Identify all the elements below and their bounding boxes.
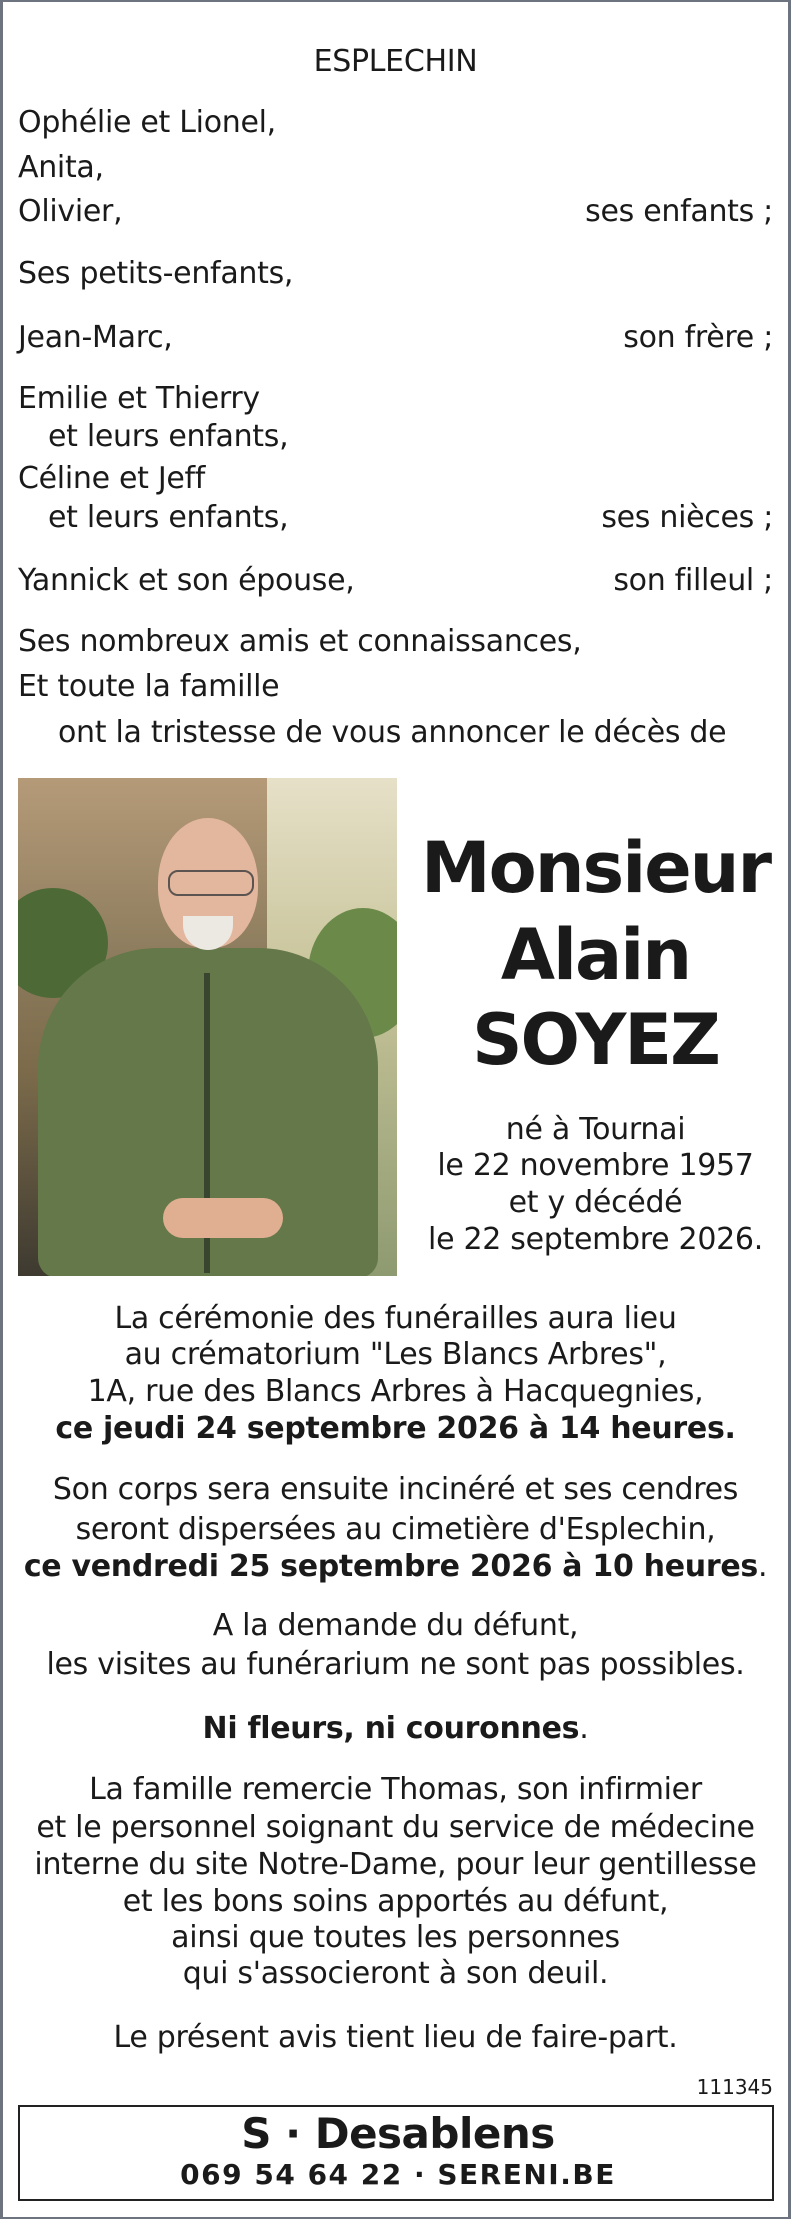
niece-1-sub-line: et leurs enfants, (48, 419, 289, 454)
location: ESPLECHIN (313, 44, 478, 79)
thanks-line-4: et les bons soins apportés au défunt, (122, 1884, 669, 1919)
funeral-home-contact (20, 2157, 776, 2193)
thanks-line-3: interne du site Notre-Dame, pour leur gentillesse (34, 1847, 757, 1882)
visits-line-1: A la demande du défunt, (212, 1608, 579, 1643)
announcement-line: ont la tristesse de vous annoncer le décès de (58, 715, 727, 750)
birth-place: né à Tournai (505, 1112, 686, 1147)
whole-family-line: Et toute la famille (18, 669, 280, 704)
niece-2-line: Céline et Jeff (18, 461, 206, 496)
children-line-1: Ophélie et Lionel, (18, 105, 276, 140)
flowers-end: . (579, 1711, 589, 1746)
cremation-date-row (0, 1547, 791, 1587)
children-relation: ses enfants ; (585, 194, 773, 229)
deceased-title: Monsieur (420, 827, 771, 909)
funeral-home-separator: · (285, 2109, 301, 2158)
deceased-first-name: Alain (500, 914, 691, 996)
children-line-3: Olivier, (18, 194, 123, 229)
niece-1-line: Emilie et Thierry (18, 381, 260, 416)
deceased-last-name: SOYEZ (472, 999, 719, 1081)
thanks-line-5: ainsi que toutes les personnes (171, 1920, 620, 1955)
niece-2-sub-line: et leurs enfants, (48, 500, 289, 535)
brother-line: Jean-Marc, (18, 320, 173, 355)
funeral-home-name: Desablens (314, 2109, 555, 2158)
funeral-home-brand (20, 2111, 776, 2157)
funeral-home-box (18, 2105, 774, 2201)
thanks-line-6: qui s'associeront à son deuil. (182, 1956, 609, 1991)
funeral-home-phone: 069 54 64 22 (180, 2158, 403, 2191)
children-line-2: Anita, (18, 150, 104, 185)
friends-line: Ses nombreux amis et connaissances, (18, 624, 582, 659)
reference-number: 111345 (696, 2075, 773, 2099)
death-date: le 22 septembre 2026. (428, 1222, 763, 1257)
death-place: et y décédé (508, 1185, 683, 1220)
godson-line: Yannick et son épouse, (18, 563, 355, 598)
ceremony-date: ce jeudi 24 septembre 2026 à 14 heures. (55, 1411, 736, 1446)
notice-line: Le présent avis tient lieu de faire-part. (113, 2020, 678, 2055)
ceremony-line-2: au crématorium "Les Blancs Arbres", (124, 1337, 667, 1372)
funeral-home-website[interactable]: SERENI.BE (437, 2158, 616, 2191)
visits-line-2: les visites au funérarium ne sont pas possibles. (46, 1647, 745, 1682)
godson-relation: son filleul ; (613, 563, 773, 598)
funeral-home-dot: · (414, 2158, 427, 2191)
glasses (168, 870, 254, 896)
thanks-line-2: et le personnel soignant du service de médecine (36, 1810, 755, 1845)
brother-relation: son frère ; (623, 320, 773, 355)
hands (163, 1198, 283, 1238)
cremation-line-2: seront dispersées au cimetière d'Esplechin, (75, 1512, 716, 1547)
flowers-text: Ni fleurs, ni couronnes (202, 1711, 580, 1746)
ceremony-line-1: La cérémonie des funérailles aura lieu (114, 1301, 677, 1336)
deceased-portrait (18, 778, 397, 1276)
flowers-row (0, 1709, 791, 1749)
cremation-date-end: . (757, 1549, 768, 1584)
ceremony-line-3: 1A, rue des Blancs Arbres à Hacquegnies, (87, 1374, 704, 1409)
nieces-relation: ses nièces ; (601, 500, 773, 535)
grandchildren-line: Ses petits-enfants, (18, 256, 294, 291)
funeral-home-logo-letter: S (241, 2109, 271, 2158)
cremation-line-1: Son corps sera ensuite incinéré et ses cendres (52, 1472, 739, 1507)
cremation-date: ce vendredi 25 septembre 2026 à 10 heures (23, 1549, 758, 1584)
thanks-line-1: La famille remercie Thomas, son infirmier (89, 1772, 702, 1807)
birth-date: le 22 novembre 1957 (437, 1148, 754, 1183)
